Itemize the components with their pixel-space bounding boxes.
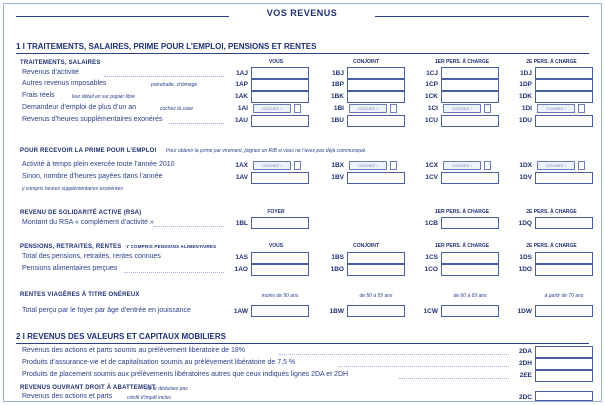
- code-1aj: 1AJ: [236, 70, 248, 77]
- cochez-1ax: COCHEZ ›: [253, 161, 291, 170]
- header-bar: [4, 8, 601, 20]
- row-2ee-label: Produits de placement soumis aux prélèvements libératoires autres que ceux indiqués lignes 2DA et 2DH: [22, 371, 349, 378]
- abattement-subtitle: REVENUS OUVRANT DROIT À ABATTEMENT: [20, 385, 156, 391]
- checkbox-1ci[interactable]: [484, 104, 491, 113]
- input-1bv[interactable]: [347, 172, 405, 184]
- row-nombre-heures-label: Sinon, nombre d’heures payées dans l’année: [22, 173, 163, 180]
- row-demandeur-emploi-label: Demandeur d’emploi de plus d’un an: [22, 104, 137, 111]
- cochez-1ai: COCHEZ ›: [253, 104, 291, 113]
- col-conjoint: CONJOINT: [353, 59, 379, 65]
- section2-title: 2 I REVENUS DES VALEURS ET CAPITAUX MOBILIERS: [16, 332, 226, 341]
- input-1bk[interactable]: [347, 91, 405, 103]
- input-1as[interactable]: [251, 252, 309, 264]
- input-1bs[interactable]: [347, 252, 405, 264]
- input-1bj[interactable]: [347, 67, 405, 79]
- checkbox-1di[interactable]: [578, 104, 585, 113]
- input-1au[interactable]: [251, 115, 309, 127]
- col-pers2: 2E PERS. À CHARGE: [526, 59, 577, 65]
- input-1cw[interactable]: [441, 305, 499, 317]
- row-frais-reels-label: Frais réels: [22, 92, 55, 99]
- input-1cj[interactable]: [441, 67, 499, 79]
- input-1cp[interactable]: [441, 79, 499, 91]
- input-2dc[interactable]: [535, 391, 593, 401]
- checkbox-1bi[interactable]: [390, 104, 397, 113]
- salaires-subtitle: TRAITEMENTS, SALAIRES: [20, 60, 101, 66]
- checkbox-1ax[interactable]: [294, 161, 301, 170]
- input-1bl[interactable]: [251, 217, 309, 229]
- input-1cu[interactable]: [441, 115, 499, 127]
- code-1dj: 1DJ: [520, 70, 532, 77]
- row-rentes-label: Total perçu par le foyer par âge d’entrée en jouissance: [22, 307, 191, 314]
- tax-form-page: VOS REVENUS 1 I TRAITEMENTS, SALAIRES, PRIME POUR L’EMPLOI, PENSIONS ET RENTES TRAITEMENTS, SALAIRES VOUS CONJOINT 1ER PERS. À CHARGE 2E PERS. À CHARGE Revenus d’activité 1AJ 1BJ 1CJ 1DJ Autres revenus imposables préretraite, chômage 1AP 1BP 1CP 1DP Frais réels leur détail en sur papier libre 1AK 1BK 1CK 1DK Demandeur d’emploi de plus d’un an cochez la case 1AI COCHEZ › 1BI COCHEZ › 1CI COCHEZ › 1DI COCHEZ › Revenus d’heures supplémentaires exonérés 1AU 1BU 1CU 1DU POUR RECEVOIR LA PRIME POUR L’EMPLOI Pour obtenir la prime par virement, joignez un RIB si vous ne l’avez pas déjà communiqué Activité à temps plein exercée toute l’année 2010 1AX COCHEZ › 1BX COCHEZ › 1CX COCHEZ › 1DX COCHEZ › Sinon, nombre d’heures payées dans l’année 1AV 1BV 1CV 1DV y compris heures supplémentaires exonérées REVENU DE SOLIDARITÉ ACTIVE (RSA) FOYER 1ER PERS. À CHARGE 2E PERS. À CHARGE Montant du RSA « complément d’activité » 1BL 1CB 1DQ PENSIONS, RETRAITES, RENTES Y COMPRIS PENSIONS ALIMENTAIRES VOUS CONJOINT 1ER PERS. À CHARGE 2E PERS. À CHARGE Total des pensions, retraites, rentes connues 1AS 1BS 1CS 1DS Pensions alimentaires perçues 1AO 1BO 1CO 1DO RENTES VIAGÈRES À TITRE ONÉREUX moins de 50 ans de 50 à 59 ans de 60 à 69 ans à partir de 70 ans Total perçu par le foyer par âge d’entrée en jouissance 1AW 1BW 1CW 1DW 2 I REVENUS DES VALEURS ET CAPITAUX MOBILIERS Revenus des actions et parts soumis au prélèvement libératoire de 18% 2DA Produits d’assurance-vie et de capitalisation soumis au prélèvement libératoire de 7,5 % 2DH Produits de placement soumis aux prélèvements libératoires autres que ceux indiqués lignes 2DA et 2DH 2EE REVENUS OUVRANT DROIT À ABATTEMENT ne le déduisez pas Revenus des actions et parts crédit d’impôt inclus 2DC: [3, 3, 602, 402]
- code-1bj: 1BJ: [332, 70, 344, 77]
- col-vous: VOUS: [268, 59, 284, 65]
- input-1dw[interactable]: [535, 305, 593, 317]
- cochez-1cx: COCHEZ ›: [443, 161, 481, 170]
- input-1ds[interactable]: [535, 252, 593, 264]
- input-1aw[interactable]: [251, 305, 309, 317]
- input-1ak[interactable]: [251, 91, 309, 103]
- row-revenus-activite-label: Revenus d’activité: [22, 69, 79, 76]
- input-1dj[interactable]: [535, 67, 593, 79]
- row-temps-plein-label: Activité à temps plein exercée toute l’année 2010: [22, 161, 175, 168]
- code-1cj: 1CJ: [426, 70, 438, 77]
- input-2dh[interactable]: [535, 358, 593, 370]
- input-1ao[interactable]: [251, 264, 309, 276]
- input-1bu[interactable]: [347, 115, 405, 127]
- checkbox-1dx[interactable]: [578, 161, 585, 170]
- row-total-pensions-label: Total des pensions, retraites, rentes connues: [22, 253, 161, 260]
- row-autres-revenus-label: Autres revenus imposables: [22, 80, 107, 87]
- input-1bp[interactable]: [347, 79, 405, 91]
- input-1dp[interactable]: [535, 79, 593, 91]
- input-1dv[interactable]: [535, 172, 593, 184]
- input-1aj[interactable]: [251, 67, 309, 79]
- row-2da-label: Revenus des actions et parts soumis au prélèvement libératoire de 18%: [22, 347, 245, 354]
- input-1cs[interactable]: [441, 252, 499, 264]
- input-2ee[interactable]: [535, 370, 593, 382]
- cochez-1bx: COCHEZ ›: [349, 161, 387, 170]
- input-1du[interactable]: [535, 115, 593, 127]
- input-1bw[interactable]: [347, 305, 405, 317]
- input-1av[interactable]: [251, 172, 309, 184]
- row-rsa-label: Montant du RSA « complément d’activité »: [22, 219, 154, 226]
- input-1co[interactable]: [441, 264, 499, 276]
- checkbox-1bx[interactable]: [390, 161, 397, 170]
- prime-after-note: y compris heures supplémentaires exonérées: [22, 186, 123, 192]
- row-pensions-alimentaires-label: Pensions alimentaires perçues: [22, 265, 118, 272]
- rsa-subtitle: REVENU DE SOLIDARITÉ ACTIVE (RSA): [20, 210, 142, 216]
- checkbox-1cx[interactable]: [484, 161, 491, 170]
- cochez-1dx: COCHEZ ›: [537, 161, 575, 170]
- row-2dh-label: Produits d’assurance-vie et de capitalisation soumis au prélèvement libératoire de 7,5 %: [22, 359, 296, 366]
- page-title: VOS REVENUS: [229, 8, 375, 18]
- checkbox-1ai[interactable]: [294, 104, 301, 113]
- prime-note: Pour obtenir la prime par virement, joignez un RIB si vous ne l’avez pas déjà communiqué: [166, 148, 366, 154]
- input-1ck[interactable]: [441, 91, 499, 103]
- input-1cb[interactable]: [441, 217, 499, 229]
- input-2da[interactable]: [535, 346, 593, 358]
- input-1bo[interactable]: [347, 264, 405, 276]
- input-1ap[interactable]: [251, 79, 309, 91]
- prime-subtitle: POUR RECEVOIR LA PRIME POUR L’EMPLOI: [20, 148, 157, 154]
- row-heures-sup-label: Revenus d’heures supplémentaires exonérés: [22, 116, 163, 123]
- input-1dq[interactable]: [535, 217, 593, 229]
- cochez-1di: COCHEZ ›: [537, 104, 575, 113]
- section1-title: 1 I TRAITEMENTS, SALAIRES, PRIME POUR L’EMPLOI, PENSIONS ET RENTES: [16, 42, 317, 51]
- input-1dk[interactable]: [535, 91, 593, 103]
- cochez-1ci: COCHEZ ›: [443, 104, 481, 113]
- cochez-1bi: COCHEZ ›: [349, 104, 387, 113]
- input-1do[interactable]: [535, 264, 593, 276]
- pensions-subtitle: PENSIONS, RETRAITES, RENTES: [20, 244, 122, 250]
- rentes-subtitle: RENTES VIAGÈRES À TITRE ONÉREUX: [20, 292, 140, 298]
- col-pers1: 1ER PERS. À CHARGE: [434, 59, 490, 65]
- row-2dc-label: Revenus des actions et parts: [22, 393, 113, 400]
- input-1cv[interactable]: [441, 172, 499, 184]
